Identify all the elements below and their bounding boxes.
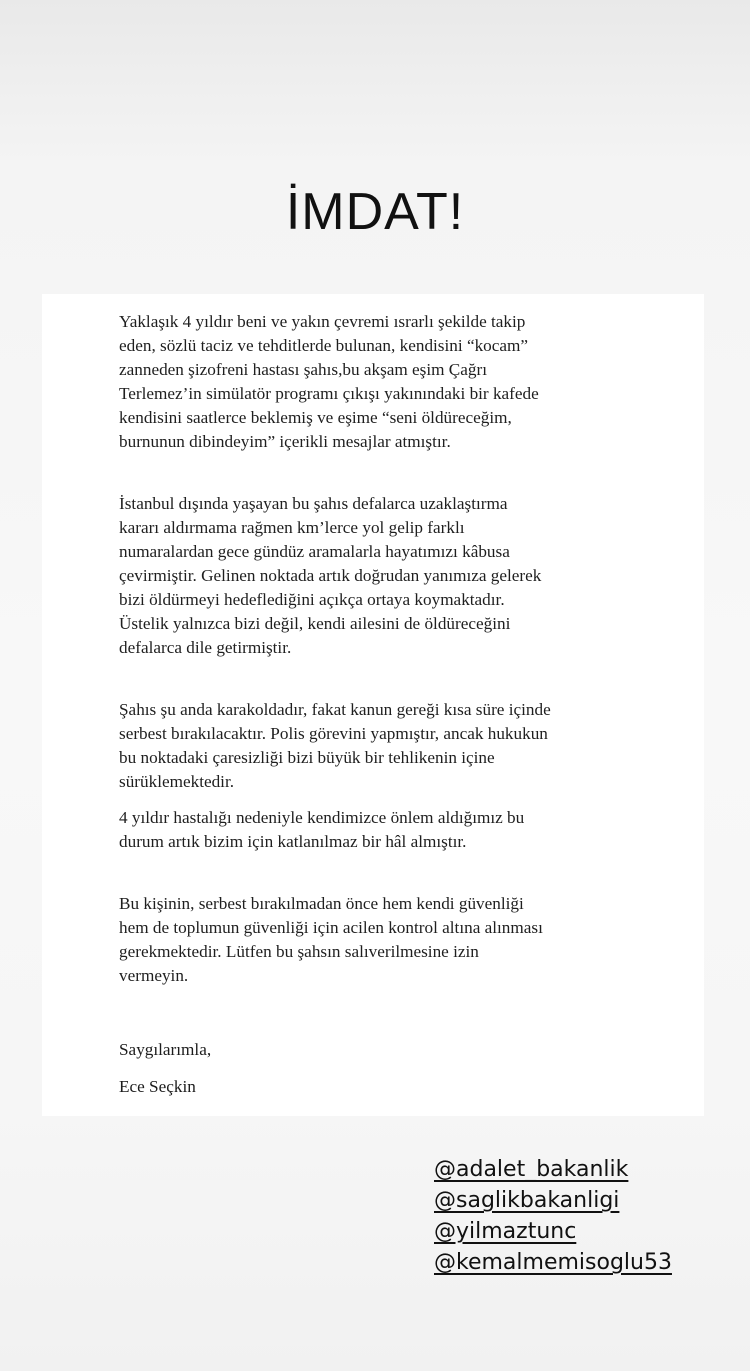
text-line: kararı aldırmama rağmen km’lerce yol gelip farklı: [119, 518, 465, 537]
text-line: Bu kişinin, serbest bırakılmadan önce hem kendi güvenliği: [119, 894, 524, 913]
text-line: vermeyin.: [119, 966, 189, 985]
text-line: sürüklemektedir.: [119, 772, 235, 791]
text-line: bu noktadaki çaresizliği bizi büyük bir tehlikenin içine: [119, 748, 495, 767]
mention-tag-kemalmemisoglu53[interactable]: @kemalmemisoglu53: [434, 1250, 672, 1275]
text-line: bizi öldürmeyi hedeflediğini açıkça ortaya koymaktadır.: [119, 590, 505, 609]
text-line: Üstelik yalnızca bizi değil, kendi ailesini de öldüreceğini: [119, 614, 511, 633]
mention-tags: [434, 1154, 734, 1278]
text-line: Şahıs şu anda karakoldadır, fakat kanun gereği kısa süre içinde: [119, 700, 551, 719]
text-line: numaralardan gece gündüz aramalarla hayatımızı kâbusa: [119, 542, 510, 561]
text-line: durum artık bizim için katlanılmaz bir hâl almıştır.: [119, 832, 467, 851]
letter-paragraph-3: [119, 698, 634, 794]
text-line: Yaklaşık 4 yıldır beni ve yakın çevremi ısrarlı şekilde takip: [119, 312, 526, 331]
letter-paragraph-2: [119, 492, 634, 660]
closing-salutation: Saygılarımla,: [119, 1040, 212, 1059]
letter-closing: [119, 1038, 634, 1099]
letter-paragraph-1: [119, 310, 634, 454]
text-line: çevirmiştir. Gelinen noktada artık doğrudan yanımıza gelerek: [119, 566, 542, 585]
text-line: İstanbul dışında yaşayan bu şahıs defalarca uzaklaştırma: [119, 494, 508, 513]
text-line: zanneden şizofreni hastası şahıs,bu akşam eşim Çağrı: [119, 360, 487, 379]
text-line: defalarca dile getirmiştir.: [119, 638, 292, 657]
mention-tag-saglik-bakanligi[interactable]: @saglikbakanligi: [434, 1188, 620, 1213]
letter-paragraph-4: [119, 806, 634, 854]
mention-tag-yilmaztunc[interactable]: @yilmaztunc: [434, 1219, 577, 1244]
text-line: kendisini saatlerce beklemiş ve eşime “seni öldüreceğim,: [119, 408, 512, 427]
signature: Ece Seçkin: [119, 1077, 196, 1096]
text-line: eden, sözlü taciz ve tehditlerde bulunan, kendisini “kocam”: [119, 336, 529, 355]
letter-card: [42, 294, 704, 1116]
text-line: burnunun dibindeyim” içerikli mesajlar atmıştır.: [119, 432, 451, 451]
text-line: Terlemez’in simülatör programı çıkışı yakınındaki bir kafede: [119, 384, 539, 403]
text-line: 4 yıldır hastalığı nedeniyle kendimizce önlem aldığımız bu: [119, 808, 525, 827]
text-line: hem de toplumun güvenliği için acilen kontrol altına alınması: [119, 918, 543, 937]
page-title: İMDAT!: [285, 183, 465, 241]
text-line: serbest bırakılacaktır. Polis görevini yapmıştır, ancak hukukun: [119, 724, 548, 743]
mention-tag-adalet-bakanlik[interactable]: @adalet_bakanlik: [434, 1157, 629, 1182]
text-line: gerekmektedir. Lütfen bu şahsın salıverilmesine izin: [119, 942, 479, 961]
letter-paragraph-5: [119, 892, 634, 988]
